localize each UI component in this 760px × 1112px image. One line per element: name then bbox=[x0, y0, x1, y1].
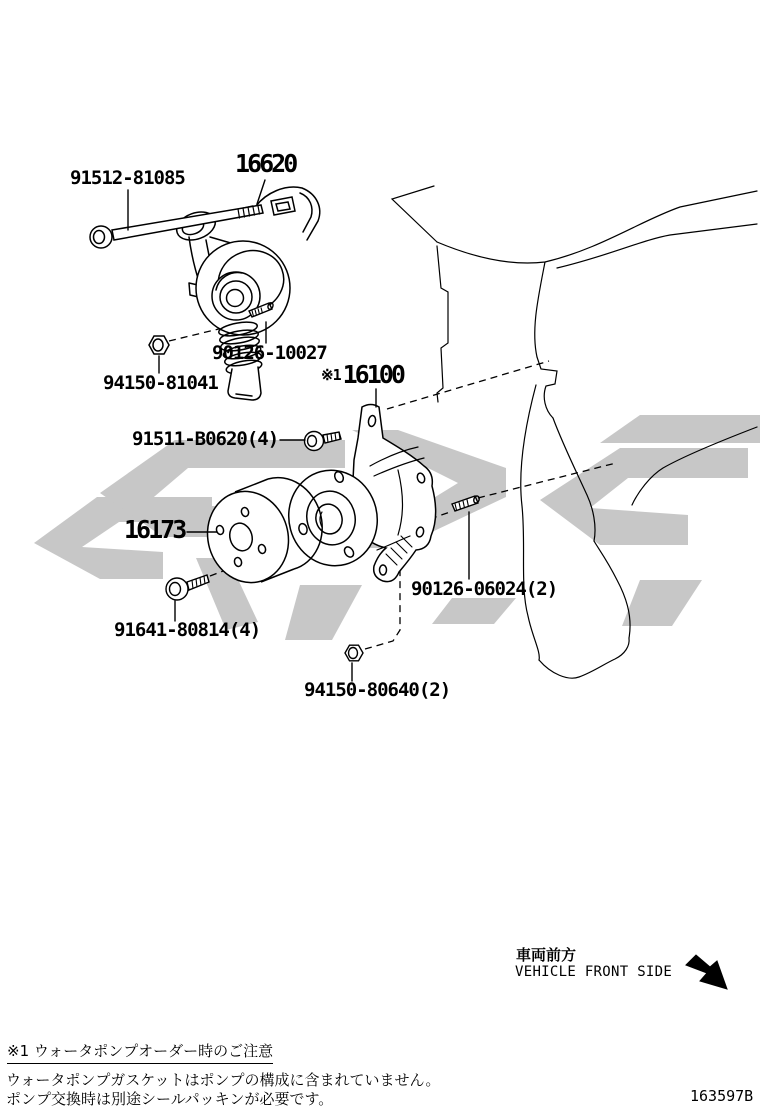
part-label-91641-80814: 91641-80814(4) bbox=[114, 619, 261, 641]
part-label-94150-81041: 94150-81041 bbox=[103, 372, 218, 394]
bolt-91641 bbox=[166, 575, 209, 600]
part-label-16620: 16620 bbox=[235, 149, 296, 178]
part-label-90126-10027: 90126-10027 bbox=[212, 342, 327, 364]
vehicle-front-arrow-icon bbox=[686, 955, 727, 989]
note-line-2: ポンプ交換時は別途シールパッキンが必要です。 bbox=[6, 1090, 334, 1108]
part-label-91511-B0620: 91511-B0620(4) bbox=[132, 428, 279, 450]
nut-94150-81041 bbox=[149, 336, 169, 354]
part-label-16100 bbox=[321, 361, 403, 389]
part-number-16100: 16100 bbox=[342, 360, 403, 389]
note-heading: ※1 ウォータポンプオーダー時のご注意 bbox=[7, 1040, 273, 1064]
vehicle-front-label-en: VEHICLE FRONT SIDE bbox=[515, 964, 673, 980]
nut-94150-80640 bbox=[345, 645, 363, 661]
vehicle-front-label-jp: 車両前方 bbox=[516, 946, 577, 964]
part-label-16173: 16173 bbox=[124, 515, 185, 544]
part-label-91512-81085: 91512-81085 bbox=[70, 167, 185, 189]
part-label-90126-06024: 90126-06024(2) bbox=[411, 578, 558, 600]
document-id: 163597B bbox=[690, 1087, 754, 1105]
note-ref-mark: ※1 bbox=[321, 366, 341, 384]
part-label-94150-80640: 94150-80640(2) bbox=[304, 679, 451, 701]
note-line-1: ウォータポンプガスケットはポンプの構成に含まれていません。 bbox=[6, 1071, 441, 1089]
